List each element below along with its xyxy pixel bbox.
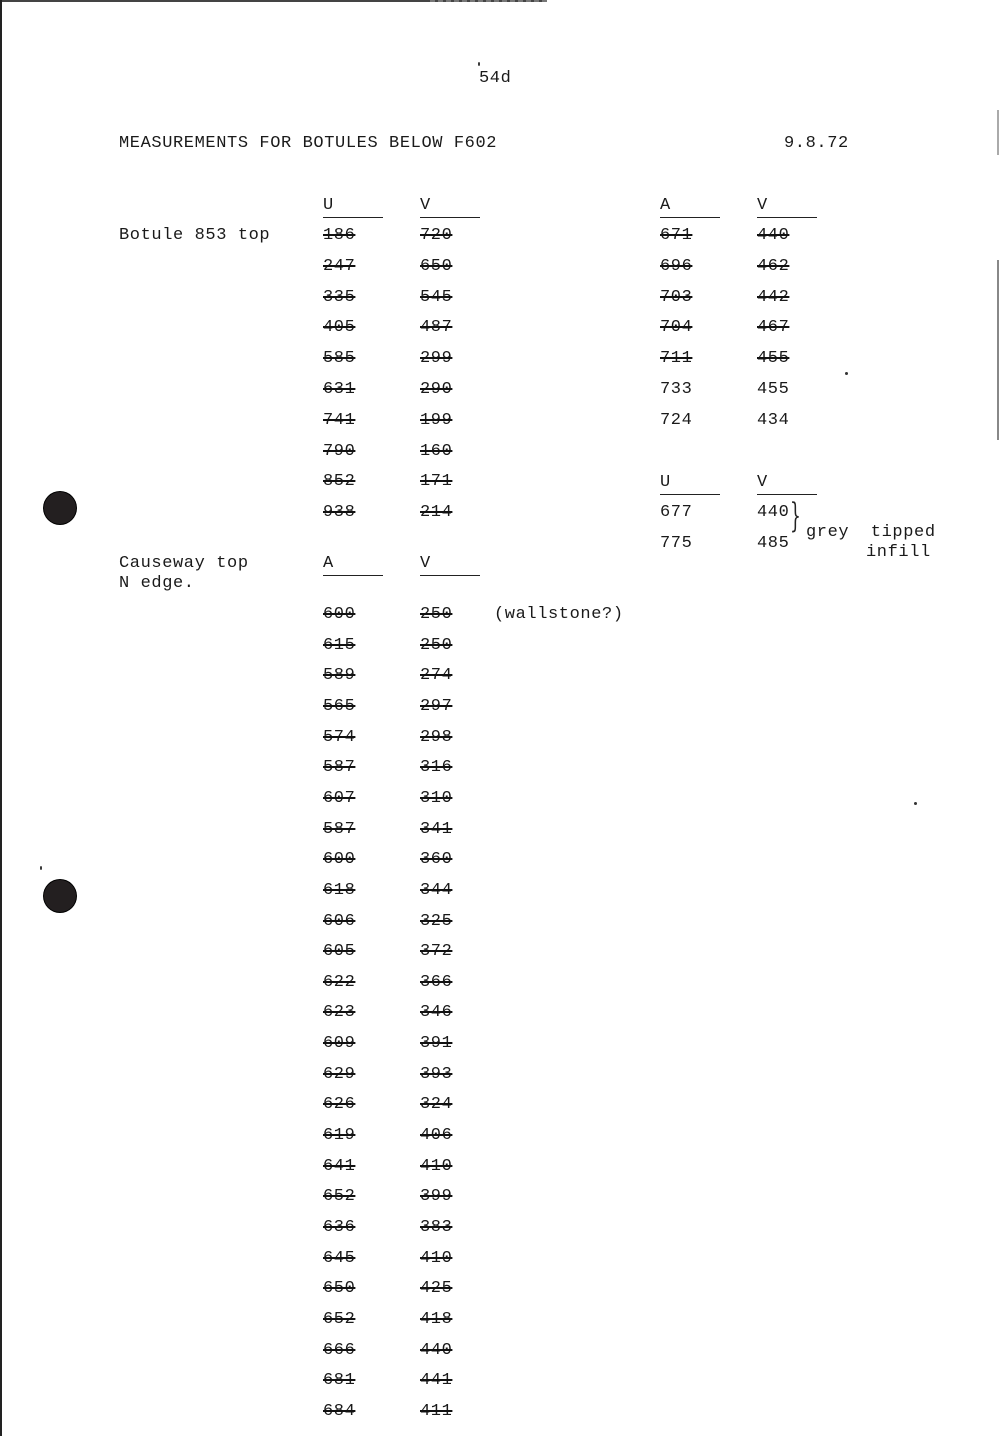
table-cell-a: 622: [323, 972, 356, 992]
table-cell-v: 441: [420, 1371, 453, 1391]
stray-mark: [40, 866, 42, 870]
punch-hole-icon: [44, 492, 76, 524]
page-number: 54d: [479, 69, 512, 88]
infill-annotation: grey tipped: [806, 523, 936, 542]
table-cell-v: 467: [757, 318, 790, 338]
table-cell-a: 587: [323, 819, 356, 839]
table-cell-v: 440: [420, 1340, 453, 1360]
table-cell-a: 607: [323, 788, 356, 808]
table-cell-v: 250: [420, 635, 453, 655]
table-cell-u: 852: [323, 472, 356, 492]
table-cell-u: 790: [323, 441, 356, 461]
stray-mark: [845, 372, 848, 375]
table-cell-u: 335: [323, 287, 356, 307]
table-cell-a: 645: [323, 1248, 356, 1268]
page-edge-left: [0, 0, 2, 1436]
table-cell-v: 487: [420, 318, 453, 338]
table-cell-a: 609: [323, 1034, 356, 1054]
table-cell-u: 741: [323, 410, 356, 430]
table-cell-a: 587: [323, 758, 356, 778]
table-cell-a: 724: [660, 410, 693, 430]
table-cell-v: 418: [420, 1309, 453, 1329]
table-cell-u: 247: [323, 256, 356, 276]
brace-icon: }: [790, 496, 801, 536]
table-cell-a: 565: [323, 696, 356, 716]
table-cell-a: 600: [323, 605, 356, 624]
table-cell-a: 574: [323, 727, 356, 747]
document-date: 9.8.72: [784, 134, 849, 153]
table-cell-v: 462: [757, 256, 790, 276]
table-cell-v: 434: [757, 410, 790, 430]
table-cell-u: 677: [660, 503, 693, 522]
page-title: MEASUREMENTS FOR BOTULES BELOW F602: [119, 134, 498, 153]
table-cell-v: 720: [420, 226, 453, 245]
table-cell-u: 186: [323, 226, 356, 245]
table-cell-u: 405: [323, 318, 356, 338]
table-cell-v: 325: [420, 911, 453, 931]
table-cell-v: 485: [757, 533, 790, 553]
table-cell-u: 585: [323, 349, 356, 369]
infill-annotation-line2: infill: [866, 543, 931, 562]
table-cell-v: 406: [420, 1126, 453, 1146]
table-cell-v: 360: [420, 850, 453, 870]
table-cell-v: 411: [420, 1401, 453, 1421]
column-header-a: A: [323, 554, 383, 576]
table-cell-a: 684: [323, 1401, 356, 1421]
table-cell-v: 545: [420, 287, 453, 307]
column-header-a: A: [660, 196, 720, 218]
stray-mark: [478, 62, 480, 66]
table-cell-u: 938: [323, 503, 356, 523]
table-cell-v: 299: [420, 349, 453, 369]
table-cell-a: 671: [660, 226, 693, 245]
table-cell-v: 298: [420, 727, 453, 747]
table-cell-a: 619: [323, 1126, 356, 1146]
table-cell-v: 214: [420, 503, 453, 523]
table-cell-a: 606: [323, 911, 356, 931]
table-cell-v: 250: [420, 605, 453, 624]
table-cell-v: 650: [420, 256, 453, 276]
stray-mark: [914, 802, 917, 805]
page-edge-top-dashed: [430, 0, 550, 2]
table-cell-u: 775: [660, 533, 693, 553]
table-cell-v: 199: [420, 410, 453, 430]
table-cell-a: 733: [660, 380, 693, 399]
table-cell-v: 297: [420, 696, 453, 716]
causeway-label: Causeway top: [119, 554, 249, 573]
table-cell-u: 631: [323, 380, 356, 399]
table-cell-a: 704: [660, 318, 693, 338]
table-cell-v: 160: [420, 441, 453, 461]
table-cell-v: 310: [420, 788, 453, 808]
table-cell-a: 589: [323, 666, 356, 686]
table-cell-a: 711: [660, 349, 693, 369]
table-cell-v: 366: [420, 972, 453, 992]
table-cell-v: 346: [420, 1003, 453, 1023]
table-cell-a: 629: [323, 1064, 356, 1084]
table-cell-a: 600: [323, 850, 356, 870]
table-cell-v: 440: [757, 503, 790, 522]
wallstone-note: (wallstone?): [494, 605, 624, 624]
table-cell-a: 641: [323, 1156, 356, 1176]
column-header-u: U: [660, 473, 720, 495]
page-edge-right-mark: [997, 110, 999, 155]
column-header-v: V: [420, 554, 480, 576]
table-cell-v: 344: [420, 880, 453, 900]
table-cell-a: 605: [323, 942, 356, 962]
page-edge-right: [997, 260, 999, 440]
table-cell-a: 626: [323, 1095, 356, 1115]
punch-hole-icon: [44, 880, 76, 912]
causeway-label-line2: N edge.: [119, 574, 195, 593]
table-cell-v: 372: [420, 942, 453, 962]
table-cell-a: 681: [323, 1371, 356, 1391]
table-cell-v: 316: [420, 758, 453, 778]
table-cell-a: 650: [323, 1279, 356, 1299]
table-cell-v: 425: [420, 1279, 453, 1299]
column-header-v: V: [757, 196, 817, 218]
table-cell-v: 341: [420, 819, 453, 839]
table-cell-v: 391: [420, 1034, 453, 1054]
table-cell-a: 652: [323, 1309, 356, 1329]
table-cell-a: 666: [323, 1340, 356, 1360]
table-cell-v: 440: [757, 226, 790, 245]
column-header-v: V: [757, 473, 817, 495]
table-cell-v: 455: [757, 349, 790, 369]
table-cell-v: 383: [420, 1218, 453, 1237]
column-header-u: U: [323, 196, 383, 218]
column-header-v: V: [420, 196, 480, 218]
table-cell-v: 290: [420, 380, 453, 399]
table-cell-a: 615: [323, 635, 356, 655]
table-cell-v: 442: [757, 287, 790, 307]
table-cell-v: 324: [420, 1095, 453, 1115]
table-cell-a: 652: [323, 1187, 356, 1207]
table-cell-v: 410: [420, 1156, 453, 1176]
table-cell-v: 455: [757, 380, 790, 399]
table-cell-v: 393: [420, 1064, 453, 1084]
table-cell-v: 274: [420, 666, 453, 686]
table-cell-a: 618: [323, 880, 356, 900]
table-cell-v: 399: [420, 1187, 453, 1207]
botule-853-label: Botule 853 top: [119, 226, 271, 245]
table-cell-a: 696: [660, 256, 693, 276]
table-cell-a: 623: [323, 1003, 356, 1023]
table-cell-a: 636: [323, 1218, 356, 1237]
table-cell-v: 171: [420, 472, 453, 492]
table-cell-a: 703: [660, 287, 693, 307]
table-cell-v: 410: [420, 1248, 453, 1268]
